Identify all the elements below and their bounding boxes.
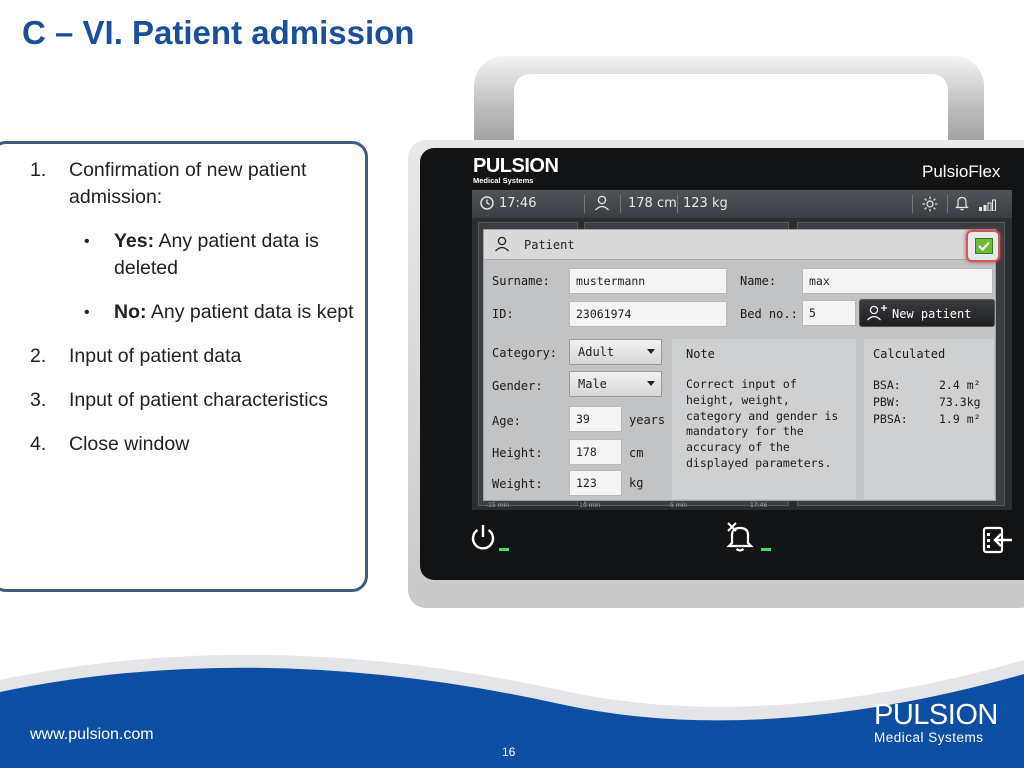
background-axis-label: -15 min — [486, 502, 510, 509]
age-field[interactable]: 39 — [569, 406, 622, 432]
no-text: Any patient data is kept — [146, 301, 354, 323]
gender-value: Male — [578, 377, 607, 391]
calc-row-pbsa — [873, 412, 981, 426]
patient-icon — [494, 236, 512, 257]
bed-number-label: Bed no.: — [740, 307, 798, 321]
device-brand-sub: Medical Systems — [473, 176, 534, 185]
new-patient-label: New patient — [892, 307, 972, 321]
instruction-subitem-yes — [30, 228, 360, 282]
calculated-title: Calculated — [873, 347, 946, 361]
chevron-down-icon — [647, 381, 655, 386]
name-field[interactable]: max — [802, 268, 993, 294]
gender-label: Gender: — [492, 379, 543, 393]
calc-row-bsa — [873, 378, 981, 392]
instruction-text: Confirmation of new patient admission: — [69, 159, 307, 208]
age-label: Age: — [492, 414, 521, 428]
instruction-subitem-no — [30, 299, 360, 326]
yes-label: Yes: — [114, 230, 155, 252]
no-label: No: — [114, 301, 147, 323]
note-title: Note — [686, 347, 715, 361]
instruction-text: Input of patient characteristics — [69, 389, 329, 411]
power-indicator — [499, 548, 509, 551]
category-label: Category: — [492, 346, 558, 360]
weight-field[interactable]: 123 — [569, 470, 622, 496]
id-label: ID: — [492, 307, 514, 321]
gender-select[interactable] — [569, 371, 662, 397]
weight-unit: kg — [629, 476, 644, 490]
logo-name: PULSION — [874, 699, 998, 731]
weight-label: Weight: — [492, 477, 543, 491]
instruction-text: Close window — [69, 433, 190, 455]
checkmark-icon — [975, 238, 993, 254]
background-axis-label: 17:46 — [750, 502, 768, 509]
instruction-number: 3. — [30, 389, 47, 411]
surname-field[interactable]: mustermann — [569, 268, 727, 294]
calc-row-pbw — [873, 395, 981, 409]
id-field[interactable]: 23061974 — [569, 301, 727, 327]
chevron-down-icon — [647, 349, 655, 354]
name-label: Name: — [740, 274, 777, 288]
height-unit: cm — [629, 446, 644, 460]
close-window-button[interactable] — [966, 230, 1000, 262]
alarm-silence-icon[interactable] — [726, 521, 754, 558]
category-value: Adult — [578, 345, 615, 359]
website-link[interactable]: www.pulsion.com — [30, 726, 154, 743]
bed-number-field[interactable]: 5 — [802, 300, 856, 326]
height-label: Height: — [492, 446, 543, 460]
page-number: 16 — [502, 745, 516, 759]
logo-subtitle: Medical Systems — [874, 730, 984, 745]
calc-value: 2.4 m² — [939, 378, 981, 392]
calc-label: PBW: — [873, 395, 901, 409]
status-time: 17:46 — [499, 196, 537, 211]
pulsion-logo — [874, 701, 998, 745]
instruction-number: 4. — [30, 433, 47, 455]
device-brand-name: PULSION — [473, 155, 559, 177]
status-height: 178 cm — [628, 196, 677, 211]
instruction-item-4 — [30, 431, 360, 458]
slide-title: C – VI. Patient admission — [22, 14, 415, 51]
instruction-number: 1. — [30, 159, 47, 181]
instruction-text: Input of patient data — [69, 345, 242, 367]
background-axis-label: -5 min — [668, 502, 688, 509]
dialog-header — [484, 230, 995, 260]
height-field[interactable]: 178 — [569, 439, 622, 465]
instruction-item-1 — [30, 157, 360, 211]
power-icon[interactable] — [470, 524, 496, 557]
background-axis-label: -10 min — [577, 502, 601, 509]
alarm-bell-icon[interactable] — [955, 195, 969, 215]
clock-icon — [480, 196, 494, 214]
instruction-item-3 — [30, 387, 360, 414]
instructions-list — [30, 157, 360, 475]
bullet: • — [84, 233, 90, 250]
device-brand-logo — [473, 156, 558, 185]
calc-value: 1.9 m² — [939, 412, 981, 426]
bullet: • — [84, 304, 90, 321]
status-bar — [472, 190, 1012, 218]
brightness-icon[interactable] — [922, 196, 938, 216]
dialog-title: Patient — [524, 238, 575, 252]
add-patient-icon — [866, 304, 890, 325]
yes-text: Any patient data is deleted — [114, 230, 319, 279]
category-select[interactable] — [569, 339, 662, 365]
alarm-indicator — [761, 548, 771, 551]
exit-icon[interactable] — [982, 526, 1014, 559]
calc-value: 73.3kg — [939, 395, 981, 409]
instruction-number: 2. — [30, 345, 47, 367]
surname-label: Surname: — [492, 274, 550, 288]
device-model-name: PulsioFlex — [922, 162, 1001, 181]
instruction-item-2 — [30, 343, 360, 370]
age-unit: years — [629, 413, 666, 427]
status-weight: 123 kg — [683, 196, 728, 211]
calc-label: BSA: — [873, 378, 901, 392]
new-patient-button[interactable] — [859, 299, 995, 327]
calc-label: PBSA: — [873, 412, 908, 426]
signal-strength-icon — [979, 199, 999, 215]
note-text: Correct input of height, weight, category and gender is mandatory for the accuracy of the displayed parameters. — [686, 377, 839, 470]
patient-icon[interactable] — [594, 195, 612, 215]
